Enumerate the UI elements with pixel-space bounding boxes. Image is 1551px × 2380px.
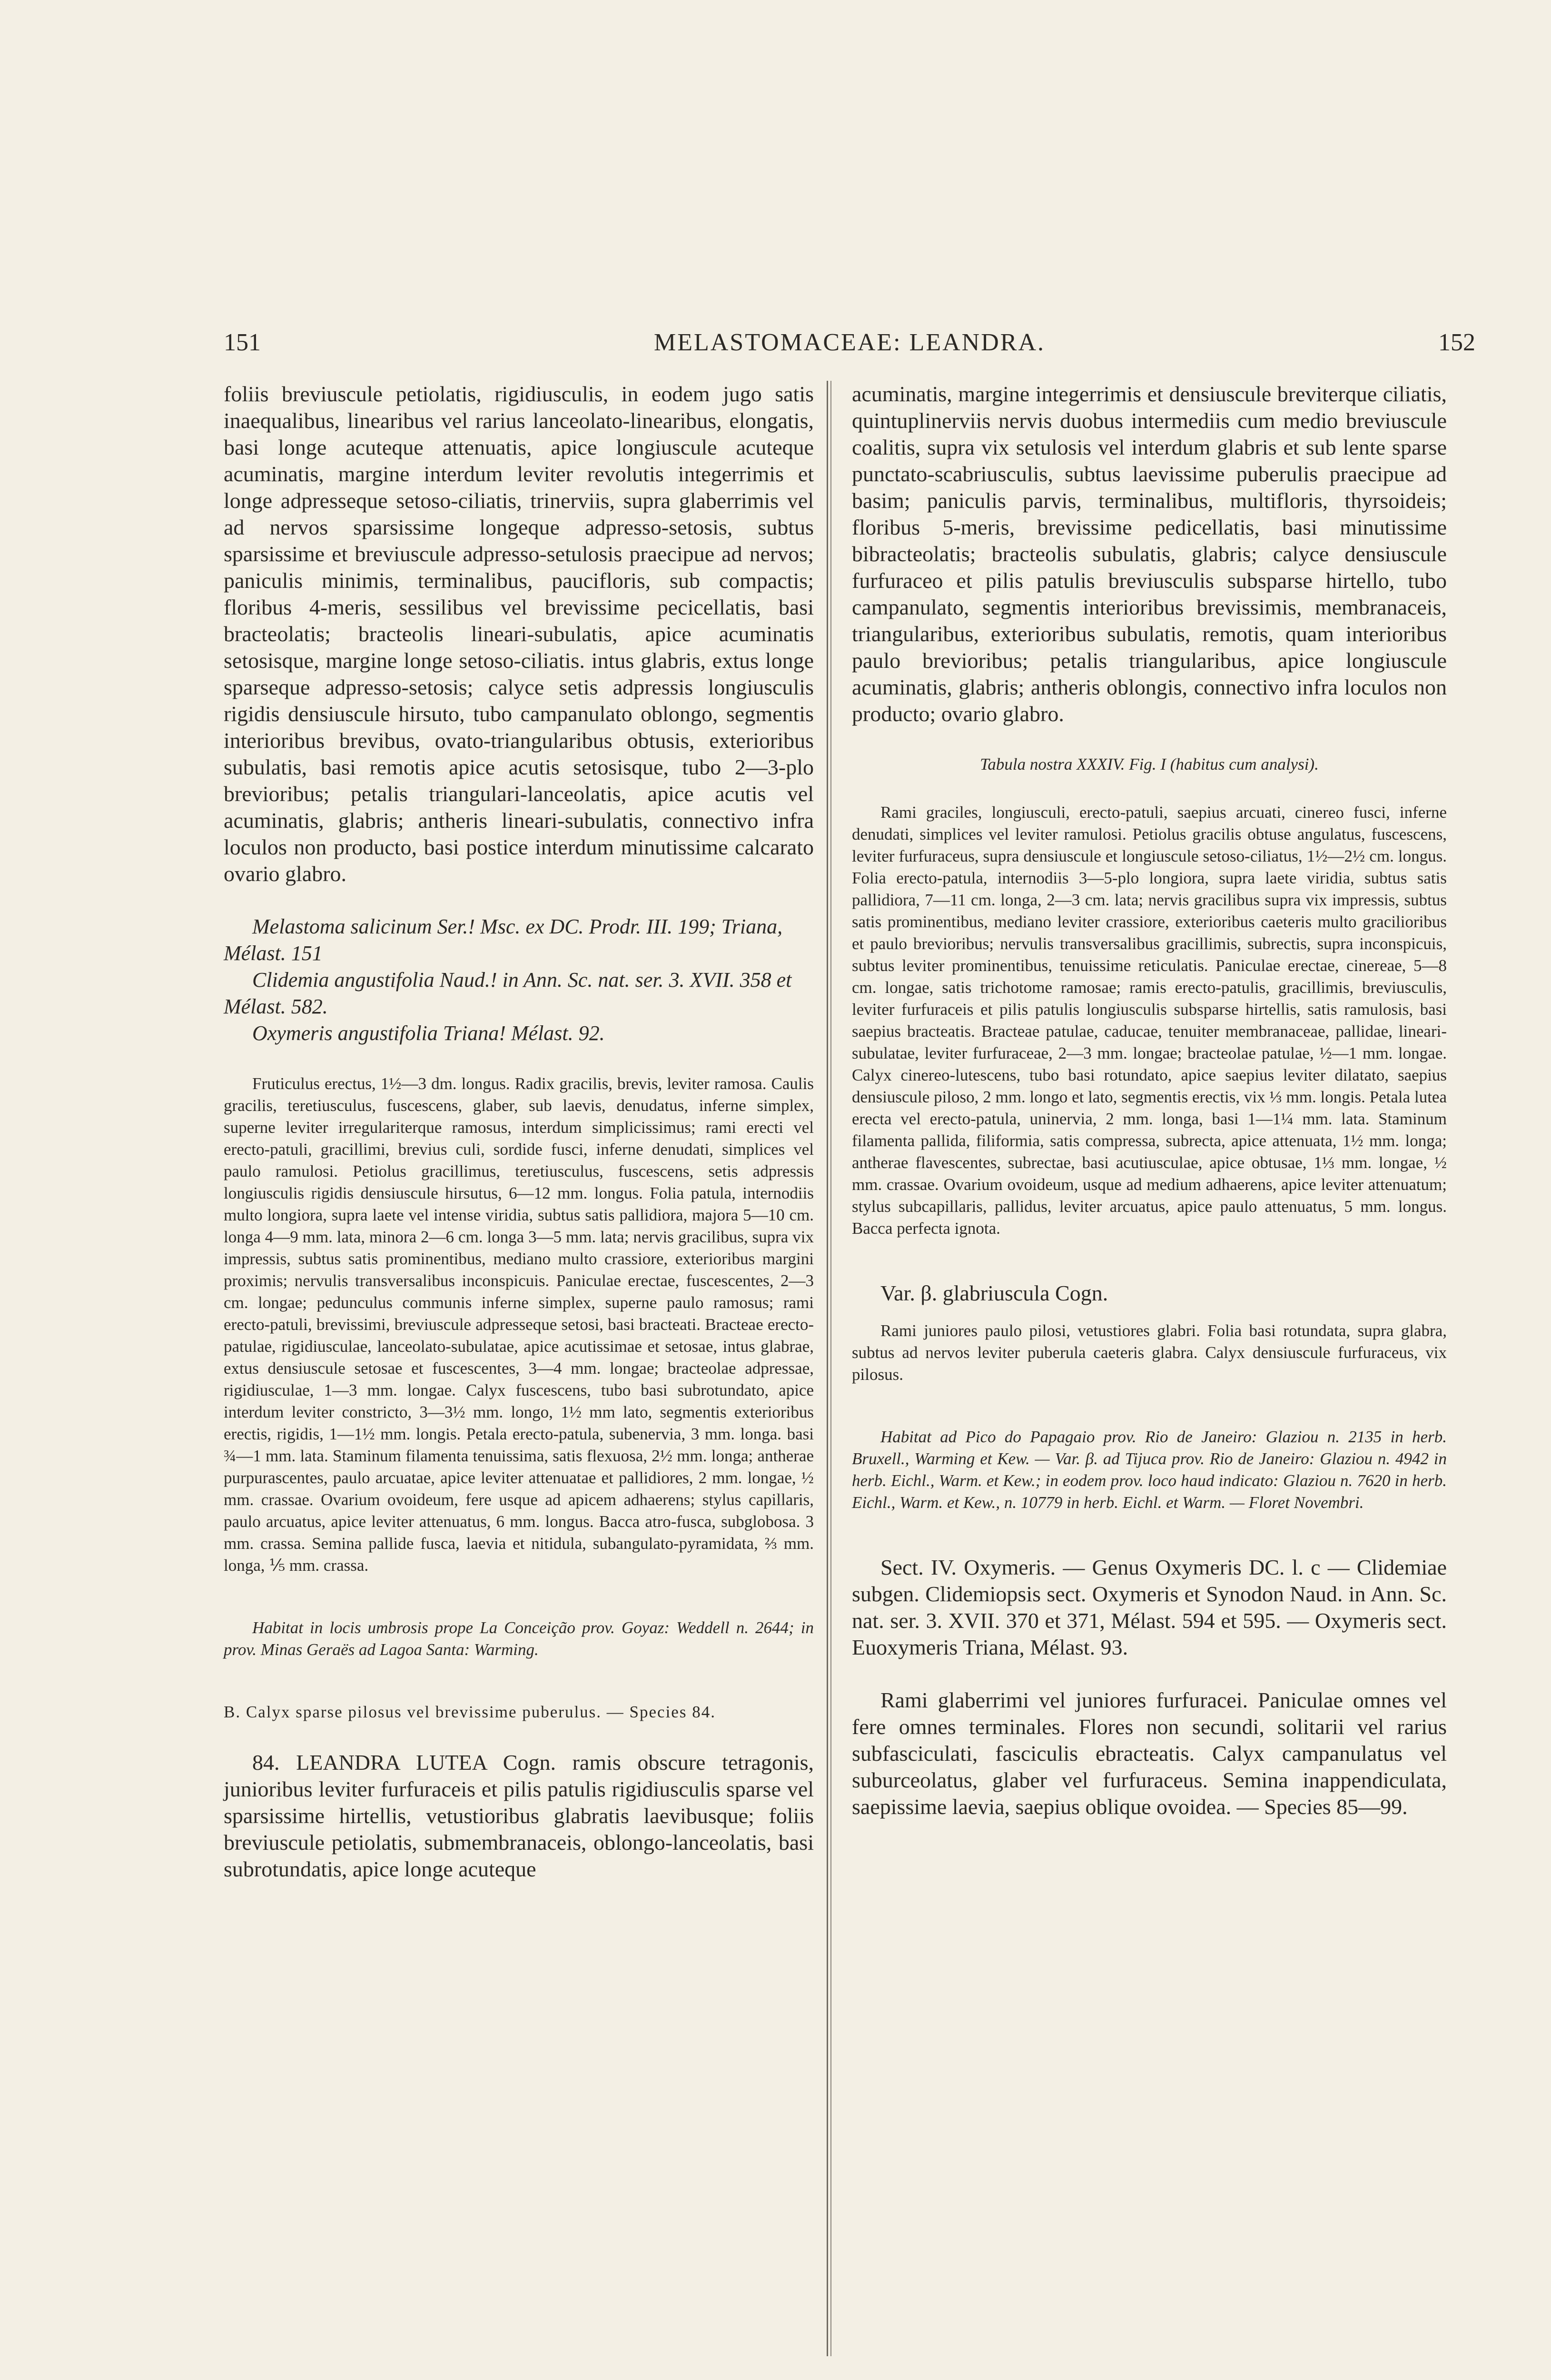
column-divider (827, 381, 828, 2356)
species-84-diagnosis: 84. LEANDRA LUTEA Cogn. ramis obscure tetragonis, junioribus leviter furfuraceis et pilis patulis rigidiusculis sparse vel sparsissime hirtellis, vetustioribus glabratis laevibusque; foliis breviuscule petiolatis, submembranaceis, oblongo-lanceolatis, basi subrotundatis, apice longe acuteque (224, 1750, 814, 1881)
section-description: Rami glaberrimi vel juniores furfuracei. Paniculae omnes vel fere omnes terminales. Flores non secundi, solitarii vel rarius subfasciculati, fasciculis ebracteatis. Calyx campanulatus vel suburceolatus, glaber vel furfuraceus. Semina inappendiculata, saepissime laevia, saepius oblique ovoidea. — Species 85—99. (852, 1688, 1447, 1819)
synonym-3: Oxymeris angustifolia Triana! Mélast. 92. (252, 1021, 605, 1045)
page-header (224, 328, 1475, 367)
description: Fruticulus erectus, 1½—3 dm. longus. Radix gracilis, brevis, leviter ramosa. Caulis gracilis, teretiusculus, fuscescens, glaber, sub laevis, denudatus, inferne simplex, superne leviter irregulariterque ramosus, interdum simplicissimus; rami erecti vel erecto-patuli, gracillimi, brevius culi, sordide fusci, inferne denudati, simplices vel paulo ramulosi. Petiolus gracillimus, teretiusculus, fuscescens, setis adpressis longiusculis rigidis densiuscule hirsutus, 6—12 mm. longus. Folia patula, internodiis multo longiora, supra laete vel intense viridia, subtus satis pallidiora, majora 5—10 cm. longa 4—9 mm. lata, minora 2—6 cm. longa 3—5 mm. lata; nervis gracilibus, supra vix impressis, subtus satis prominentibus, mediano multo crassiore, exterioribus margini proximis; nervulis transversalibus inconspicuis. Paniculae erectae, fuscescentes, 2—3 cm. longae; pedunculus communis inferne simplex, superne paulo ramosus; rami erecto-patuli, brevissimi, breviuscule adpresseque setosi, basi bracteati. Bracteae erecto-patulae, rigidiusculae, lanceolato-subulatae, apice acutissimae et setosae, intus glabrae, extus densiuscule setosae et fuscescentes, 3—4 mm. longae; bracteolae adpressae, rigidiusculae, 1—3 mm. longae. Calyx fuscescens, tubo basi subrotundato, apice interdum leviter constricto, 3—3½ mm. longo, 1½ mm lato, segmentis exterioribus erectis, rigidis, 1—1½ mm. longis. Petala erecto-patula, subenervia, 3 mm. longa. basi ¾—1 mm. lata. Staminum filamenta tenuissima, satis flexuosa, 2½ mm. longa; antherae purpurascentes, paulo arcuatae, apice leviter attenuatae et pallidiores, 2 mm. longae, ½ mm. crassae. Ovarium ovoideum, fere usque ad apicem adhaerens; stylus capillaris, paulo arcuatus, apice leviter attenuatus, 6 mm. longus. Bacca atro-fusca, subglobosa. 3 mm. crassa. Semina pallide fusca, laevia et nitidula, subangulato-pyramidata, ⅔ mm. longa, ⅕ mm. crassa. (224, 1074, 814, 1575)
section-heading: Sect. IV. Oxymeris. — Genus Oxymeris DC. l. c — Clidemiae subgen. Clidemiopsis sect. Oxymeris et Synodon Naud. in Ann. Sc. nat. ser. 3. XVII. 370 et 371, Mélast. 594 et 595. — Oxymeris sect. Euoxymeris Triana, Mélast. 93. (852, 1555, 1447, 1659)
variety-heading: Var. β. glabriuscula Cogn. (880, 1281, 1108, 1305)
left-column (224, 381, 814, 1883)
page-number-left: 151 (224, 329, 261, 356)
key-entry: B. Calyx sparse pilosus vel brevissime puberulus. — Species 84. (224, 1703, 716, 1721)
page-number-right: 152 (1438, 329, 1475, 356)
variety-description: Rami juniores paulo pilosi, vetustiores glabri. Folia basi rotundata, supra glabra, subtus ad nervos leviter puberula caeteris glabra. Calyx densiuscule furfuraceus, vix pilosus. (852, 1321, 1447, 1384)
synonym-2: Clidemia angustifolia Naud.! in Ann. Sc. nat. ser. 3. XVII. 358 et Mélast. 582. (224, 968, 792, 1018)
diagnosis-continued-right: acuminatis, margine integerrimis et densiuscule breviterque ciliatis, quintuplinerviis nervis duobus intermediis cum medio breviuscule coalitis, supra vix setulosis vel interdum glabris et sub lente sparse punctato-scabriusculis, subtus laevissime puberulis praecipue ad basim; paniculis parvis, terminalibus, multifloris, thyrsoideis; floribus 5-meris, brevissime pedicellatis, basi minutissime bibracteolatis; bracteolis subulatis, glabris; calyce densiuscule furfuraceo et pilis patulis breviusculis subsparse hirtello, tubo campanulato, segmentis interioribus brevissimis, membranaceis, triangularibus, exterioribus subulatis, remotis, quam interioribus paulo brevioribus; petalis triangularibus, apice longiuscule acuminatis, glabris; antheris oblongis, connectivo infra loculos non producto; ovario glabro. (852, 382, 1447, 726)
synonym-1: Melastoma salicinum Ser.! Msc. ex DC. Prodr. III. 199; Triana, Mélast. 151 (224, 915, 783, 965)
running-title: MELASTOMACEAE: LEANDRA. (653, 329, 1046, 356)
right-column (852, 381, 1447, 1820)
habitat-right: Habitat ad Pico do Papagaio prov. Rio de Janeiro: Glaziou n. 2135 in herb. Bruxell., Warming et Kew. — Var. β. ad Tijuca prov. Rio de Janeiro: Glaziou n. 4942 in herb. Eichl., Warm. et Kew.; in eodem prov. loco haud indicato: Glaziou n. 7620 in herb. Eichl., Warm. et Kew., n. 10779 in herb. Eichl. et Warm. — Floret Novembri. (852, 1428, 1447, 1512)
diagnosis-continued: foliis breviuscule petiolatis, rigidiusculis, in eodem jugo satis inaequalibus, linearibus vel rarius lanceolato-linearibus, elongatis, basi longe acuteque attenuatis, apice longiuscule acuteque acuminatis, margine interdum leviter revolutis integerrimis et longe adpresseque setoso-ciliatis, trinerviis, supra glaberrimis vel ad nervos sparsissime longeque adpresso-setosis, subtus sparsissime et breviuscule adpresso-setulosis praecipue ad nervos; paniculis minimis, terminalibus, paucifloris, sub compactis; floribus 4-meris, sessilibus vel brevissime pecicellatis, basi bracteolatis; bracteolis lineari-subulatis, apice acuminatis setosisque, margine longe setoso-ciliatis. intus glabris, extus longe sparseque adpresso-setosis; calyce setis adpressis longiusculis rigidis densiuscule hirsuto, tubo campanulato oblongo, segmentis interioribus brevibus, ovato-triangularibus obtusis, exterioribus subulatis, basi remotis apice acutis setosisque, tubo 2—3-plo brevioribus; petalis triangulari-lanceolatis, apice acutis vel acuminatis, glabris; antheris lineari-subulatis, connectivo infra loculos non producto, basi postice interdum minutissime calcarato ovario glabro. (224, 382, 814, 886)
description-right: Rami graciles, longiusculi, erecto-patuli, saepius arcuati, cinereo fusci, inferne denudati, simplices vel leviter ramulosi. Petiolus gracilis obtuse angulatus, fuscescens, leviter furfuraceus, supra densiuscule et longiuscule setoso-ciliatus, 1½—2½ cm. longus. Folia erecto-patula, internodiis 3—5-plo longiora, supra laete viridia, subtus satis pallidiora, 7—11 cm. longa, 2—3 cm. lata; nervis gracilibus supra vix impressis, subtus satis prominentibus, mediano leviter crassiore, exterioribus caeteris multo gracilioribus et paulo brevioribus; nervulis transversalibus gracillimis, subrectis, supra inconspicuis, subtus leviter prominentibus, tenuissime reticulatis. Paniculae erectae, cinereae, 5—8 cm. longae, satis trichotome ramosae; ramis erecto-patulis, gracillimis, breviusculis, leviter furfuraceis et pilis patulis longiusculis subsparse hirtellis, satis ramulosis, basi saepius bracteatis. Bracteae patulae, caducae, tenuiter membranaceae, pallidae, lineari-subulatae, leviter furfuraceae, 2—3 mm. longae; bracteolae patulae, ½—1 mm. longae. Calyx cinereo-lutescens, tubo basi rotundato, apice saepius leviter dilatato, saepius densiuscule piloso, 2 mm. longo et lato, segmentis erectis, vix ⅓ mm. longis. Petala lutea erecta vel erecto-patula, uninervia, 2 mm. longa, basi 1—1¼ mm. lata. Staminum filamenta pallida, filiformia, satis compressa, subrecta, apice attenuata, 1½ mm. longa; antherae flavescentes, subrectae, basi acutiusculae, apice obtusae, 1⅓ mm. longae, ½ mm. crassae. Ovarium ovoideum, usque ad medium adhaerens, apice leviter attenuatum; stylus subcapillaris, pallidus, leviter arcuatus, apice paulo attenuatus, 5 mm. longus. Bacca perfecta ignota. (852, 803, 1447, 1238)
column-divider-inner (830, 381, 831, 2356)
habitat: Habitat in locis umbrosis prope La Conceição prov. Goyaz: Weddell n. 2644; in prov. Minas Geraës ad Lagoa Santa: Warming. (224, 1618, 814, 1659)
plate-reference: Tabula nostra XXXIV. Fig. I (habitus cum analysi). (980, 755, 1319, 774)
